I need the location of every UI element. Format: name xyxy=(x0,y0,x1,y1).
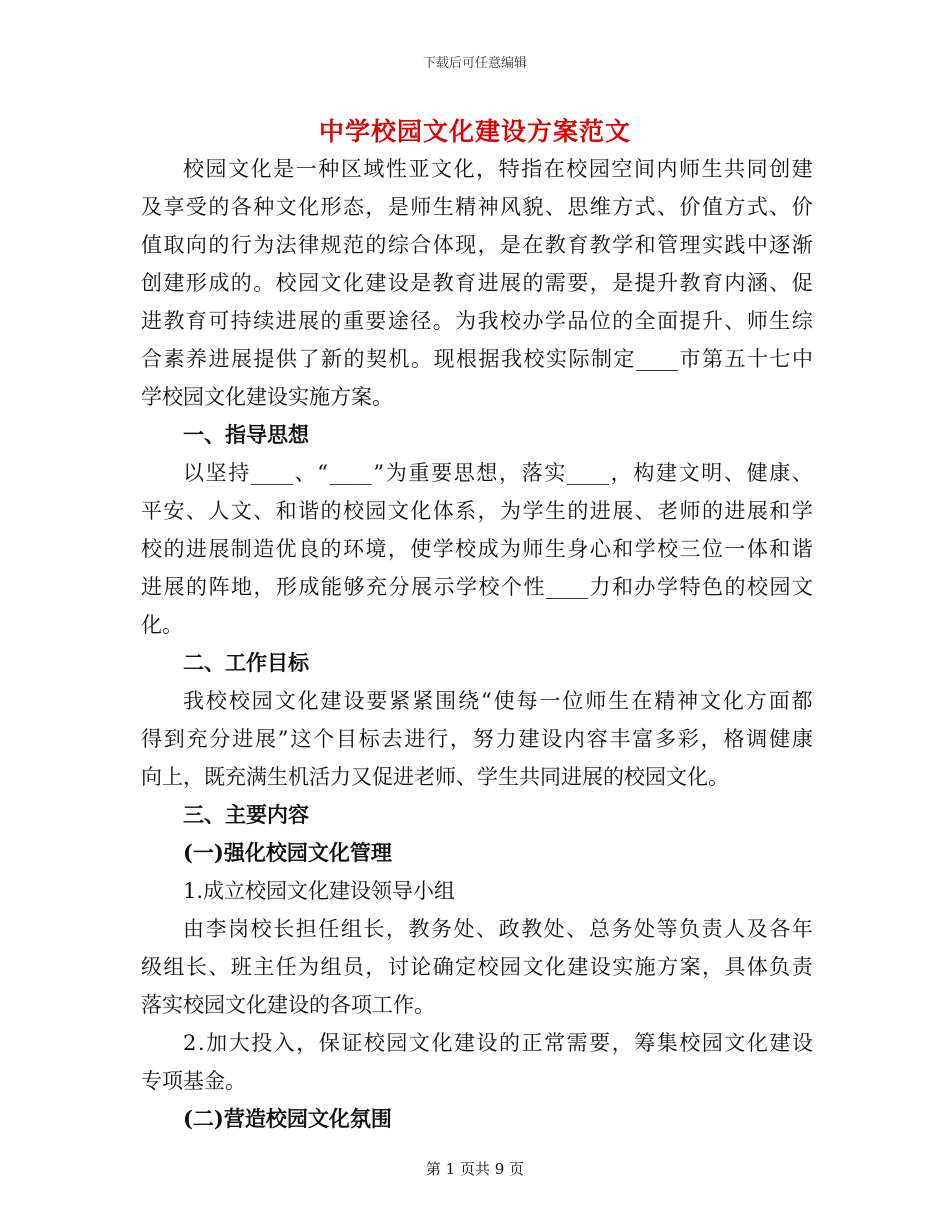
paragraph-line: 进 教 育 可 持 续 进 展 的 重 要 途 径 。 为 我 校 办 学 品 位 的 全 面 提 升 、 师 生 综 xyxy=(141,309,813,333)
paragraph-line: 落实校园文化建设的各项工作。 xyxy=(141,993,435,1017)
section-heading: 二、工作目标 xyxy=(183,650,309,675)
paragraph-line: 向上，既充满生机活力又促进老师、学生共同进展的校园文化。 xyxy=(141,765,729,789)
section-heading: (一)强化校园文化管理 xyxy=(183,840,392,865)
paragraph-line: 我 校 校 园 文 化 建 设 要 紧 紧 围 绕 “ 使 每 一 位 师 生 在 精 神 文 化 方 面 都 xyxy=(183,689,813,713)
paragraph-line: 平 安 、 人 文 、 和 谐 的 校 园 文 化 体 系 ， 为 学 生 的 进 展 、 老 师 的 进 展 和 学 xyxy=(141,499,813,523)
paragraph-line: 合 素 养 进 展 提 供 了 新 的 契 机 。 现 根 据 我 校 实 际 制 定 ____ 市 第 五 十 七 中 xyxy=(141,347,813,371)
paragraph-line: 2 . 加 大 投 入 ， 保 证 校 园 文 化 建 设 的 正 常 需 要 ， 筹 集 校 园 文 化 建 设 xyxy=(183,1031,813,1055)
section-heading: 三、主要内容 xyxy=(183,802,309,827)
document-title: 中学校园文化建设方案范文 xyxy=(318,117,631,146)
paragraph-line: 专项基金。 xyxy=(141,1069,246,1093)
paragraph-line: 进 展 的 阵 地 ， 形 成 能 够 充 分 展 示 学 校 个 性 ____ 力 和 办 学 特 色 的 校 园 文 xyxy=(141,575,813,599)
section-heading: 一、指导思想 xyxy=(183,422,309,447)
paragraph-line: 化。 xyxy=(141,613,183,637)
paragraph-line: 值 取 向 的 行 为 法 律 规 范 的 综 合 体 现 ， 是 在 教 育 教 学 和 管 理 实 践 中 逐 渐 xyxy=(141,233,813,257)
paragraph-line: 创 建 形 成 的 。 校 园 文 化 建 设 是 教 育 进 展 的 需 要 ， 是 提 升 教 育 内 涵 、 促 xyxy=(141,271,813,295)
paragraph-line: 以 坚 持 ____ 、 “ ____ ” 为 重 要 思 想 ， 落 实 ____ ， 构 建 文 明 、 健 康 、 xyxy=(183,461,813,485)
paragraph-line: 校 的 进 展 制 造 优 良 的 环 境 ， 使 学 校 成 为 师 生 身 心 和 学 校 三 位 一 体 和 谐 xyxy=(141,537,813,561)
paragraph-line: 校 园 文 化 是 一 种 区 域 性 亚 文 化 ， 特 指 在 校 园 空 间 内 师 生 共 同 创 建 xyxy=(183,157,813,181)
paragraph-line: 得 到 充 分 进 展 ” 这 个 目 标 去 进 行 ， 努 力 建 设 内 容 丰 富 多 彩 ， 格 调 健 康 xyxy=(141,727,813,751)
header-note: 下载后可任意编辑 xyxy=(422,56,527,71)
paragraph-line: 学校园文化建设实施方案。 xyxy=(141,385,393,409)
paragraph-line: 级 组 长 、 班 主 任 为 组 员 ， 讨 论 确 定 校 园 文 化 建 设 实 施 方 案 ， 具 体 负 责 xyxy=(141,955,813,979)
paragraph-line: 由 李 岗 校 长 担 任 组 长 ， 教 务 处 、 政 教 处 、 总 务 处 等 负 责 人 及 各 年 xyxy=(183,917,813,941)
paragraph-line: 及 享 受 的 各 种 文 化 形 态 ， 是 师 生 精 神 风 貌 、 思 维 方 式 、 价 值 方 式 、 价 xyxy=(141,195,813,219)
document-body xyxy=(141,150,813,1138)
section-heading: (二)营造校园文化氛围 xyxy=(183,1106,392,1131)
paragraph-line: 1.成立校园文化建设领导小组 xyxy=(183,879,456,903)
page-footer: 第 1 页共 9 页 xyxy=(425,1160,525,1178)
